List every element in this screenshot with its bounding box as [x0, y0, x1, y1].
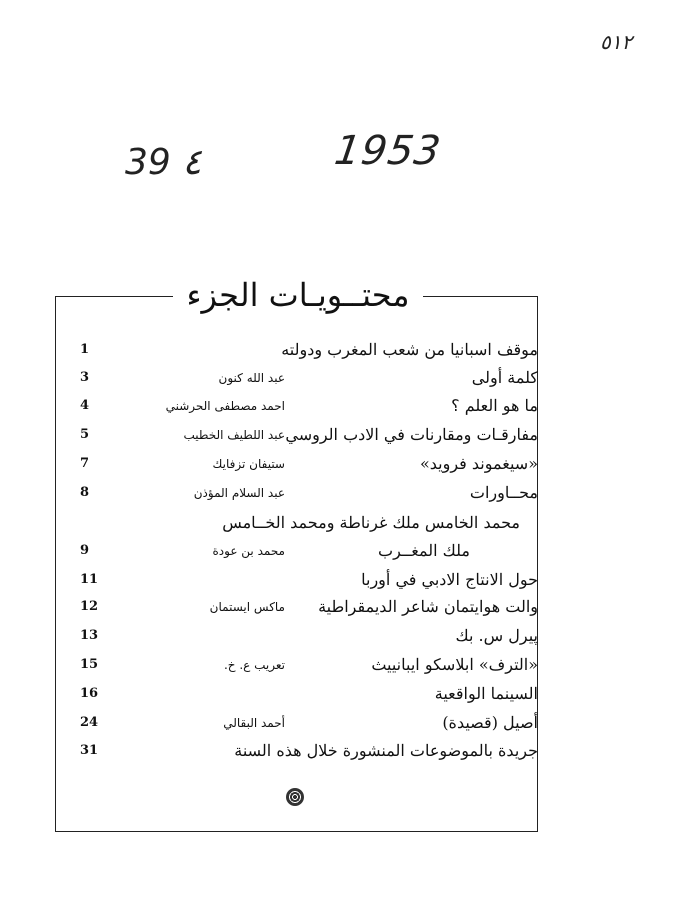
toc-author: تعريب ع. خ.: [223, 658, 285, 672]
toc-page-number: 24: [80, 715, 99, 730]
toc-frame-top-left-rule: [55, 296, 173, 297]
toc-entry-title: السينما الواقعية: [434, 684, 538, 703]
toc-entry-title: ملك المغــرب: [378, 541, 470, 560]
toc-entry: [55, 450, 538, 478]
toc-author: عبد اللطيف الخطيب: [183, 428, 285, 442]
toc-frame-top-right-rule: [423, 296, 538, 297]
toc-page-number: 11: [80, 572, 99, 587]
toc-page-number: 16: [80, 686, 99, 701]
toc-entry: [55, 537, 538, 565]
toc-entry: [55, 680, 538, 708]
toc-entry-title: حول الانتاج الادبي في أوربا: [361, 570, 538, 589]
toc-page-number: 1: [80, 342, 90, 357]
toc-entry-title: جريدة بالموضوعات المنشورة خلال هذه السنة: [234, 741, 538, 760]
toc-entry-title: محــاورات: [469, 483, 538, 502]
toc-author: ستيفان تزفايك: [212, 457, 285, 471]
toc-entry: [55, 737, 538, 765]
toc-entry: [55, 421, 538, 449]
toc-author: عبد السلام المؤذن: [193, 486, 285, 500]
toc-page-number: 9: [80, 543, 90, 558]
toc-author: ماكس ايستمان: [209, 600, 285, 614]
toc-entry: [55, 479, 538, 507]
toc-page-number: 31: [80, 743, 99, 758]
handwritten-volume-mark: 39 ٤: [125, 142, 202, 183]
toc-page-number: 7: [80, 456, 90, 471]
toc-author: أحمد البقالي: [223, 716, 285, 730]
toc-entry-title: والت هوايتمان شاعر الديمقراطية: [318, 597, 538, 616]
toc-page-number: 4: [80, 398, 90, 413]
toc-author: عبد الله كنون: [218, 371, 285, 385]
toc-entry: [55, 651, 538, 679]
handwritten-year: 1953: [331, 128, 445, 174]
toc-page-number: 12: [80, 599, 99, 614]
toc-entry: [55, 709, 538, 737]
toc-entry-title: ما هو العلم ؟: [451, 396, 538, 415]
toc-title: محتــويـات الجزء: [186, 276, 410, 314]
toc-entry-title: «الترف» ابلاسكو ايبانييث: [371, 655, 538, 674]
toc-entry: [55, 336, 538, 364]
toc-entry-title: پيرل س. بك: [455, 626, 538, 645]
toc-entry: [55, 622, 538, 650]
toc-entry: [55, 392, 538, 420]
toc-page-number: 3: [80, 370, 90, 385]
toc-entry-title: موقف اسبانيا من شعب المغرب ودولته: [281, 340, 538, 359]
toc-entry-title: مفارقـات ومقارنات في الادب الروسي: [285, 425, 538, 444]
toc-page-number: 5: [80, 427, 90, 442]
toc-entry: [55, 593, 538, 621]
toc-page-number: 8: [80, 485, 90, 500]
handwritten-corner-note: ٥١٢: [600, 30, 633, 54]
toc-entry: [55, 364, 538, 392]
toc-entry-title: «سيغموند فرويد»: [419, 454, 538, 473]
toc-entry-title: كلمة أولى: [471, 368, 538, 387]
ornament-icon: [286, 788, 304, 806]
toc-entry-title: أصيل (قصيدة): [442, 713, 538, 732]
toc-entry: [55, 509, 538, 537]
toc-entry: [55, 566, 538, 594]
toc-entry-title: محمد الخامس ملك غرناطة ومحمد الخــامس: [222, 513, 520, 532]
toc-author: احمد مصطفى الحرشني: [165, 399, 285, 413]
toc-author: محمد بن عودة: [212, 544, 285, 558]
toc-page-number: 15: [80, 657, 99, 672]
toc-page-number: 13: [80, 628, 99, 643]
